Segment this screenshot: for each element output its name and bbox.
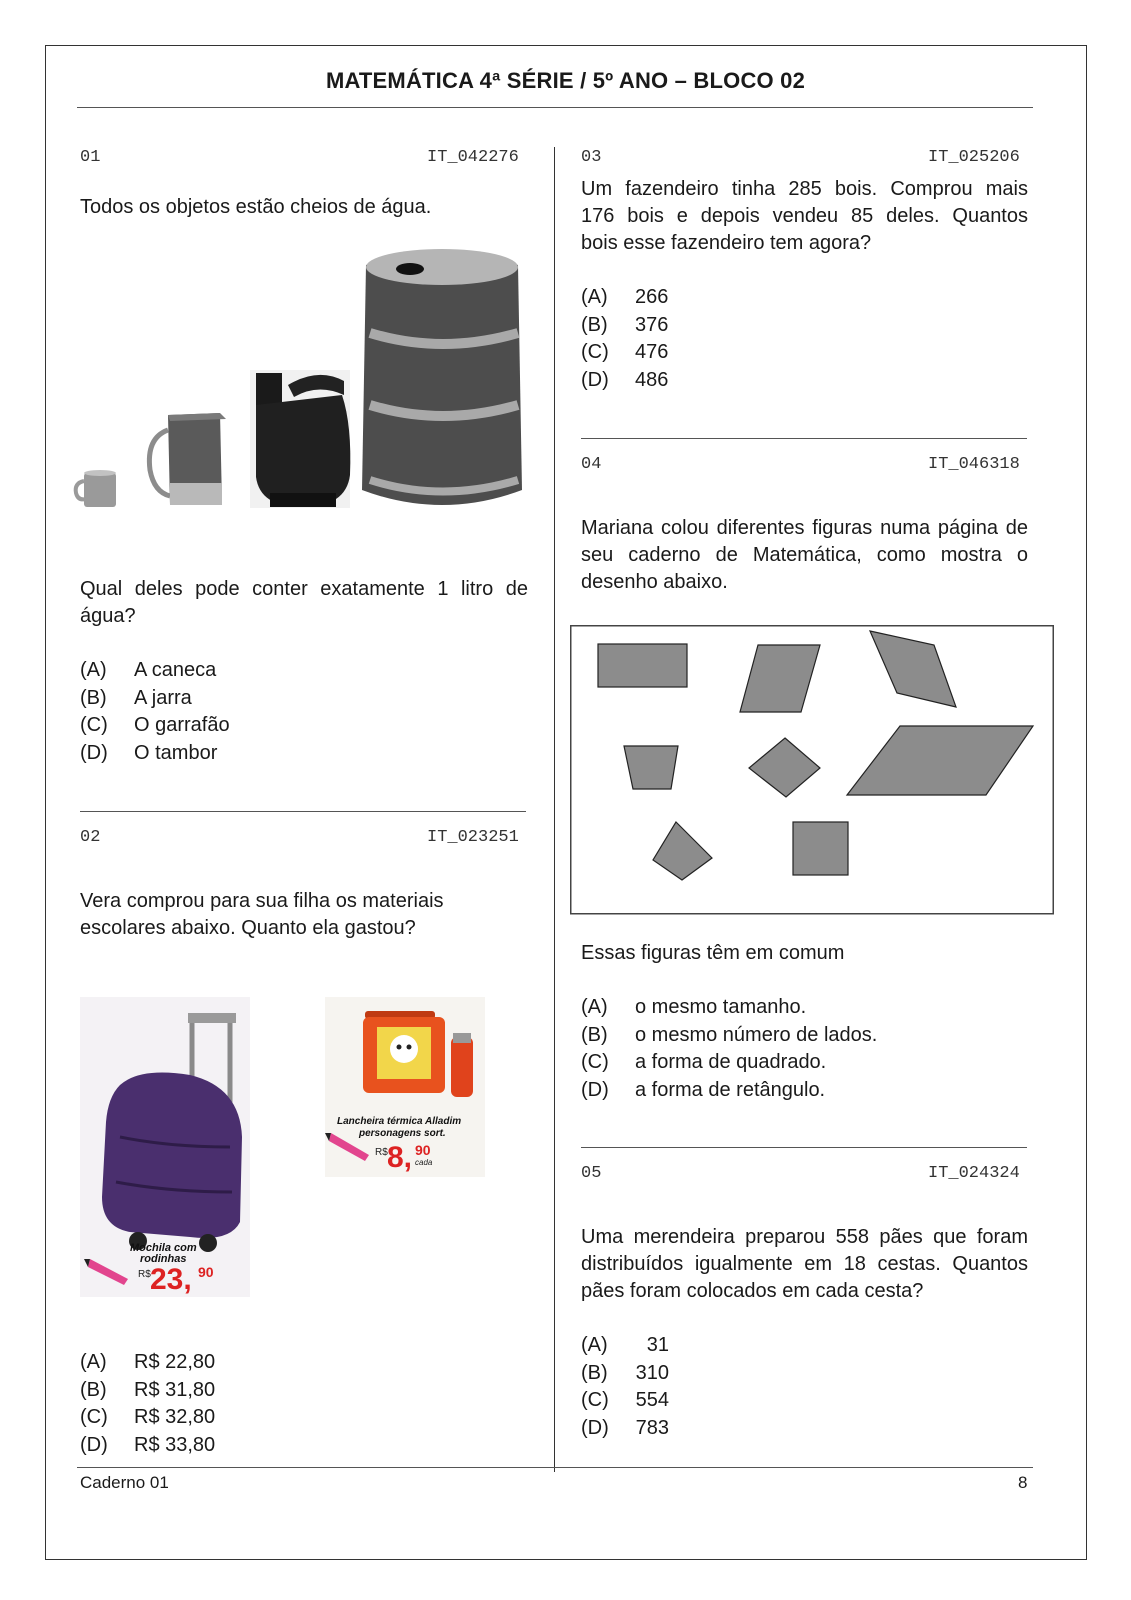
option-text: O garrafão [134, 714, 230, 736]
option-d[interactable] [581, 1077, 877, 1105]
question-separator [80, 811, 526, 812]
question-stem-line3: desenho abaixo. [581, 571, 728, 593]
question-stem-line2: distribuídos igualmente em 18 cestas. Quantos [581, 1253, 1028, 1275]
option-letter: (B) [581, 1023, 608, 1046]
option-a[interactable] [80, 657, 230, 685]
question-separator [581, 1147, 1027, 1148]
question-stem-line1: Uma merendeira preparou 558 pães que foram [581, 1226, 1028, 1248]
column-divider [554, 147, 555, 1472]
option-b[interactable] [581, 312, 668, 340]
option-text: A jarra [134, 686, 192, 709]
option-c[interactable] [581, 1049, 877, 1077]
pitcher-icon [149, 413, 226, 505]
lunchbox-ad-image [325, 997, 485, 1177]
question-stem-line2: seu caderno de Matemática, como mostra o [581, 544, 1028, 566]
option-d[interactable] [80, 740, 230, 768]
oil-drum-icon [362, 249, 522, 505]
page-number: 8 [1018, 1473, 1028, 1492]
option-text: 554 [635, 1389, 669, 1411]
question-text-line2: água? [80, 605, 136, 627]
lunchbox-price-cents: 90 [415, 1142, 431, 1158]
option-letter: (C) [80, 714, 108, 736]
options-list [581, 994, 877, 1104]
option-letter: (D) [80, 741, 108, 764]
trapezoid-shape [624, 746, 678, 789]
page-title: MATEMÁTICA 4ª SÉRIE / 5º ANO – BLOCO 02 [325, 68, 806, 93]
option-b[interactable] [80, 685, 230, 713]
mug-icon [76, 470, 116, 507]
options-list [581, 1332, 669, 1442]
lunchbox-label-line2: personagens sort. [359, 1128, 446, 1139]
option-text: a forma de retângulo. [635, 1078, 826, 1101]
footer-rule [77, 1467, 1033, 1468]
option-d[interactable] [581, 367, 668, 395]
question-text-line1: Qual deles pode conter exatamente 1 litro de [80, 578, 528, 600]
option-text: o mesmo número de lados. [635, 1023, 878, 1046]
option-text: R$ 22,80 [134, 1351, 216, 1373]
option-text: R$ 33,80 [134, 1433, 216, 1456]
option-text: R$ 32,80 [134, 1406, 216, 1428]
lunchbox-unit: cada [415, 1158, 433, 1167]
option-text: 476 [635, 341, 669, 363]
item-code: IT_046318 [928, 455, 1020, 474]
option-b[interactable] [581, 1022, 877, 1050]
question-number: 04 [581, 455, 602, 474]
item-code: IT_024324 [928, 1164, 1020, 1183]
option-c[interactable] [581, 1387, 669, 1415]
backpack-ad-image [80, 997, 250, 1297]
question-number: 03 [581, 148, 602, 167]
square-shape [793, 822, 848, 875]
option-letter: (B) [581, 313, 608, 336]
question-number: 01 [80, 148, 101, 167]
backpack-price-cents: 90 [198, 1264, 214, 1280]
gallon-jug-icon [250, 370, 350, 508]
question-stem: Todos os objetos estão cheios de água. [80, 196, 432, 218]
backpack-price: 23, [150, 1263, 192, 1296]
option-letter: (A) [581, 996, 608, 1018]
option-letter: (C) [581, 1051, 609, 1073]
lunchbox-price: 8, [387, 1141, 413, 1174]
backpack-label-line2: rodinhas [140, 1253, 187, 1265]
option-text: 266 [635, 286, 669, 308]
question-stem-line1: Vera comprou para sua filha os materiais [80, 890, 444, 912]
backpack-currency: R$ [138, 1269, 151, 1280]
option-text: O tambor [134, 741, 218, 764]
question-stem-line3: pães foram colocados em cada cesta? [581, 1280, 924, 1302]
shapes-figure [570, 625, 1054, 915]
options-list [80, 657, 230, 767]
option-letter: (C) [581, 341, 609, 363]
option-letter: (A) [581, 286, 608, 308]
option-a[interactable] [80, 1349, 215, 1377]
option-b[interactable] [80, 1377, 215, 1405]
question-stem-line2: escolares abaixo. Quanto ela gastou? [80, 917, 416, 939]
option-d[interactable] [581, 1415, 669, 1443]
footer-booklet: Caderno 01 [80, 1473, 169, 1492]
lunchbox-currency: R$ [375, 1147, 388, 1158]
lunchbox-label-line1: Lancheira térmica Alladim [337, 1116, 462, 1127]
question-text: Essas figuras têm em comum [581, 942, 845, 964]
option-text: 31 [646, 1334, 669, 1356]
option-letter: (C) [581, 1389, 609, 1411]
item-code: IT_023251 [427, 828, 519, 847]
option-a[interactable] [581, 284, 668, 312]
question-stem-line3: bois esse fazendeiro tem agora? [581, 232, 872, 254]
header-rule [77, 107, 1033, 108]
question-stem-line2: 176 bois e depois vendeu 85 deles. Quantos [581, 205, 1028, 227]
question-number: 02 [80, 828, 101, 847]
option-text: 376 [635, 313, 669, 336]
rectangle-shape [598, 644, 687, 687]
option-letter: (B) [80, 686, 107, 709]
question-number: 05 [581, 1164, 602, 1183]
option-letter: (A) [581, 1334, 608, 1356]
option-text: a forma de quadrado. [635, 1051, 827, 1073]
question-stem-line1: Um fazendeiro tinha 285 bois. Comprou mais [581, 178, 1028, 200]
option-a[interactable] [581, 994, 877, 1022]
option-b[interactable] [581, 1360, 669, 1388]
option-letter: (A) [80, 659, 107, 681]
backpack-label-line1: Mochila com [130, 1242, 197, 1254]
question-stem-line1: Mariana colou diferentes figuras numa página de [581, 517, 1028, 539]
option-c[interactable] [80, 1404, 215, 1432]
option-c[interactable] [80, 712, 230, 740]
question-separator [581, 438, 1027, 439]
option-text: R$ 31,80 [134, 1378, 216, 1401]
option-letter: (D) [581, 1078, 609, 1101]
option-text: o mesmo tamanho. [635, 996, 807, 1018]
options-list [80, 1349, 215, 1459]
option-a[interactable] [581, 1332, 669, 1360]
option-text: A caneca [134, 659, 217, 681]
option-d[interactable] [80, 1432, 215, 1460]
option-letter: (D) [581, 368, 609, 391]
option-c[interactable] [581, 339, 668, 367]
option-letter: (D) [80, 1433, 108, 1456]
option-letter: (B) [80, 1378, 107, 1401]
option-letter: (B) [581, 1361, 608, 1384]
options-list [581, 284, 668, 394]
option-text: 310 [635, 1361, 669, 1384]
item-code: IT_025206 [928, 148, 1020, 167]
option-text: 783 [635, 1416, 669, 1439]
option-text: 486 [635, 368, 669, 391]
item-code: IT_042276 [427, 148, 519, 167]
option-letter: (D) [581, 1416, 609, 1439]
water-containers-illustration [70, 245, 540, 520]
option-letter: (A) [80, 1351, 107, 1373]
option-letter: (C) [80, 1406, 108, 1428]
